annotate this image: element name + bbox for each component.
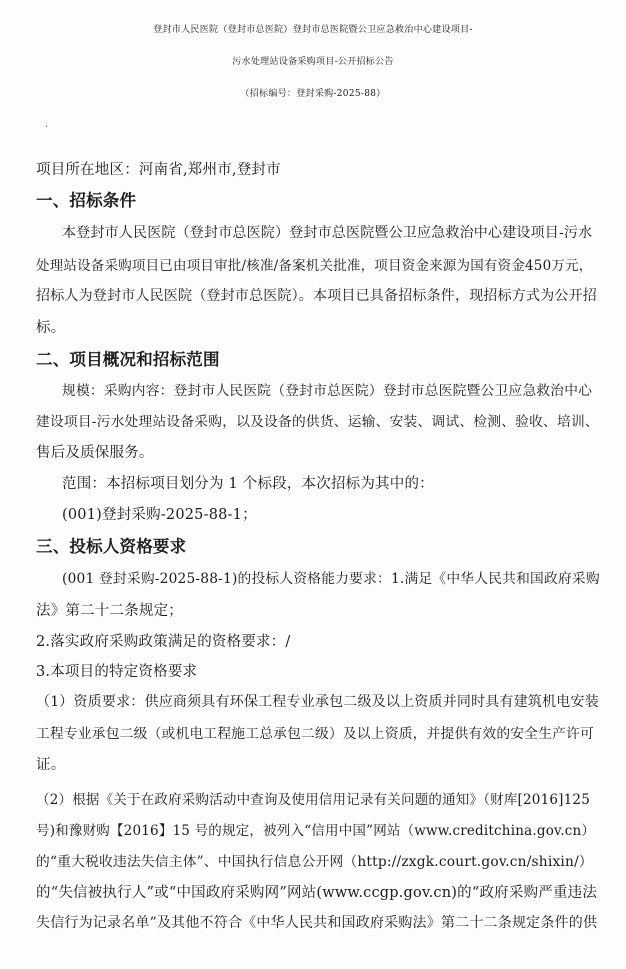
section-heading-1: 一、招标条件	[36, 191, 137, 210]
paragraph-line: 号)和豫财购【2016】15 号的规定，被列入“信用中国”网站（www.creditchina.gov.cn）	[36, 823, 596, 839]
paragraph-line: 的“重大税收违法失信主体”、中国执行信息公开网（http://zxgk.court.gov.cn/shixin/）	[36, 854, 593, 870]
paragraph-line: 的“失信被执行人”或“中国政府采购网”网站(www.ccgp.gov.cn)的“政府采购严重违法	[36, 885, 598, 901]
paragraph-line: 2.落实政府采购政策满足的资格要求：/	[36, 634, 291, 650]
section-heading-2: 二、项目概况和招标范围	[36, 350, 220, 369]
paragraph-line: 处理站设备采购项目已由项目审批/核准/备案机关批准，项目资金来源为国有资金450万元，	[36, 258, 593, 274]
tender-number: （招标编号：登封采购-2025-88）	[240, 89, 386, 99]
paragraph-line: 招标人为登封市人民医院（登封市总医院）。本项目已具备招标条件，现招标方式为公开招	[36, 288, 597, 304]
paragraph-line: 工程专业承包二级（或机电工程施工总承包二级）及以上资质，并提供有效的安全生产许可	[36, 726, 595, 742]
paragraph-line: (001 登封采购-2025-88-1)的投标人资格能力要求：1.满足《中华人民共和国政府采购	[62, 571, 600, 587]
project-location: 项目所在地区：河南省,郑州市,登封市	[36, 162, 281, 178]
paragraph-line: （1）资质要求：供应商须具有环保工程专业承包二级及以上资质并同时具有建筑机电安装	[36, 694, 599, 710]
title-line-2: 污水处理站设备采购项目-公开招标公告	[232, 57, 394, 67]
paragraph-line: 法》第二十二条规定；	[36, 603, 183, 619]
scan-dot: ·	[45, 122, 49, 133]
paragraph-line: 3.本项目的特定资格要求	[36, 664, 198, 680]
paragraph-line: 建设项目-污水处理站设备采购，以及设备的供货、运输、安装、调试、检测、验收、培训、	[36, 414, 599, 430]
paragraph-line: 标。	[36, 320, 66, 336]
paragraph-line: 售后及质保服务。	[36, 445, 154, 461]
paragraph-line: 规模：采购内容：登封市人民医院（登封市总医院）登封市总医院暨公卫应急救治中心	[62, 383, 593, 399]
paragraph-line: 证。	[36, 757, 66, 773]
section-heading-3: 三、投标人资格要求	[36, 537, 187, 556]
title-line-1: 登封市人民医院（登封市总医院）登封市总医院暨公卫应急救治中心建设项目-	[153, 25, 473, 35]
paragraph-line: 范围：本招标项目划分为 1 个标段，本次招标为其中的：	[62, 476, 434, 492]
paragraph-line: 失信行为记录名单”及其他不符合《中华人民共和国政府采购法》第二十二条规定条件的供	[36, 915, 598, 931]
paragraph-line: (001)登封采购-2025-88-1；	[62, 507, 257, 523]
paragraph-line: 本登封市人民医院（登封市总医院）登封市总医院暨公卫应急救治中心建设项目-污水	[62, 225, 593, 241]
paragraph-line: （2）根据《关于在政府采购活动中查询及使用信用记录有关问题的通知》（财库[2016]125	[36, 792, 590, 808]
